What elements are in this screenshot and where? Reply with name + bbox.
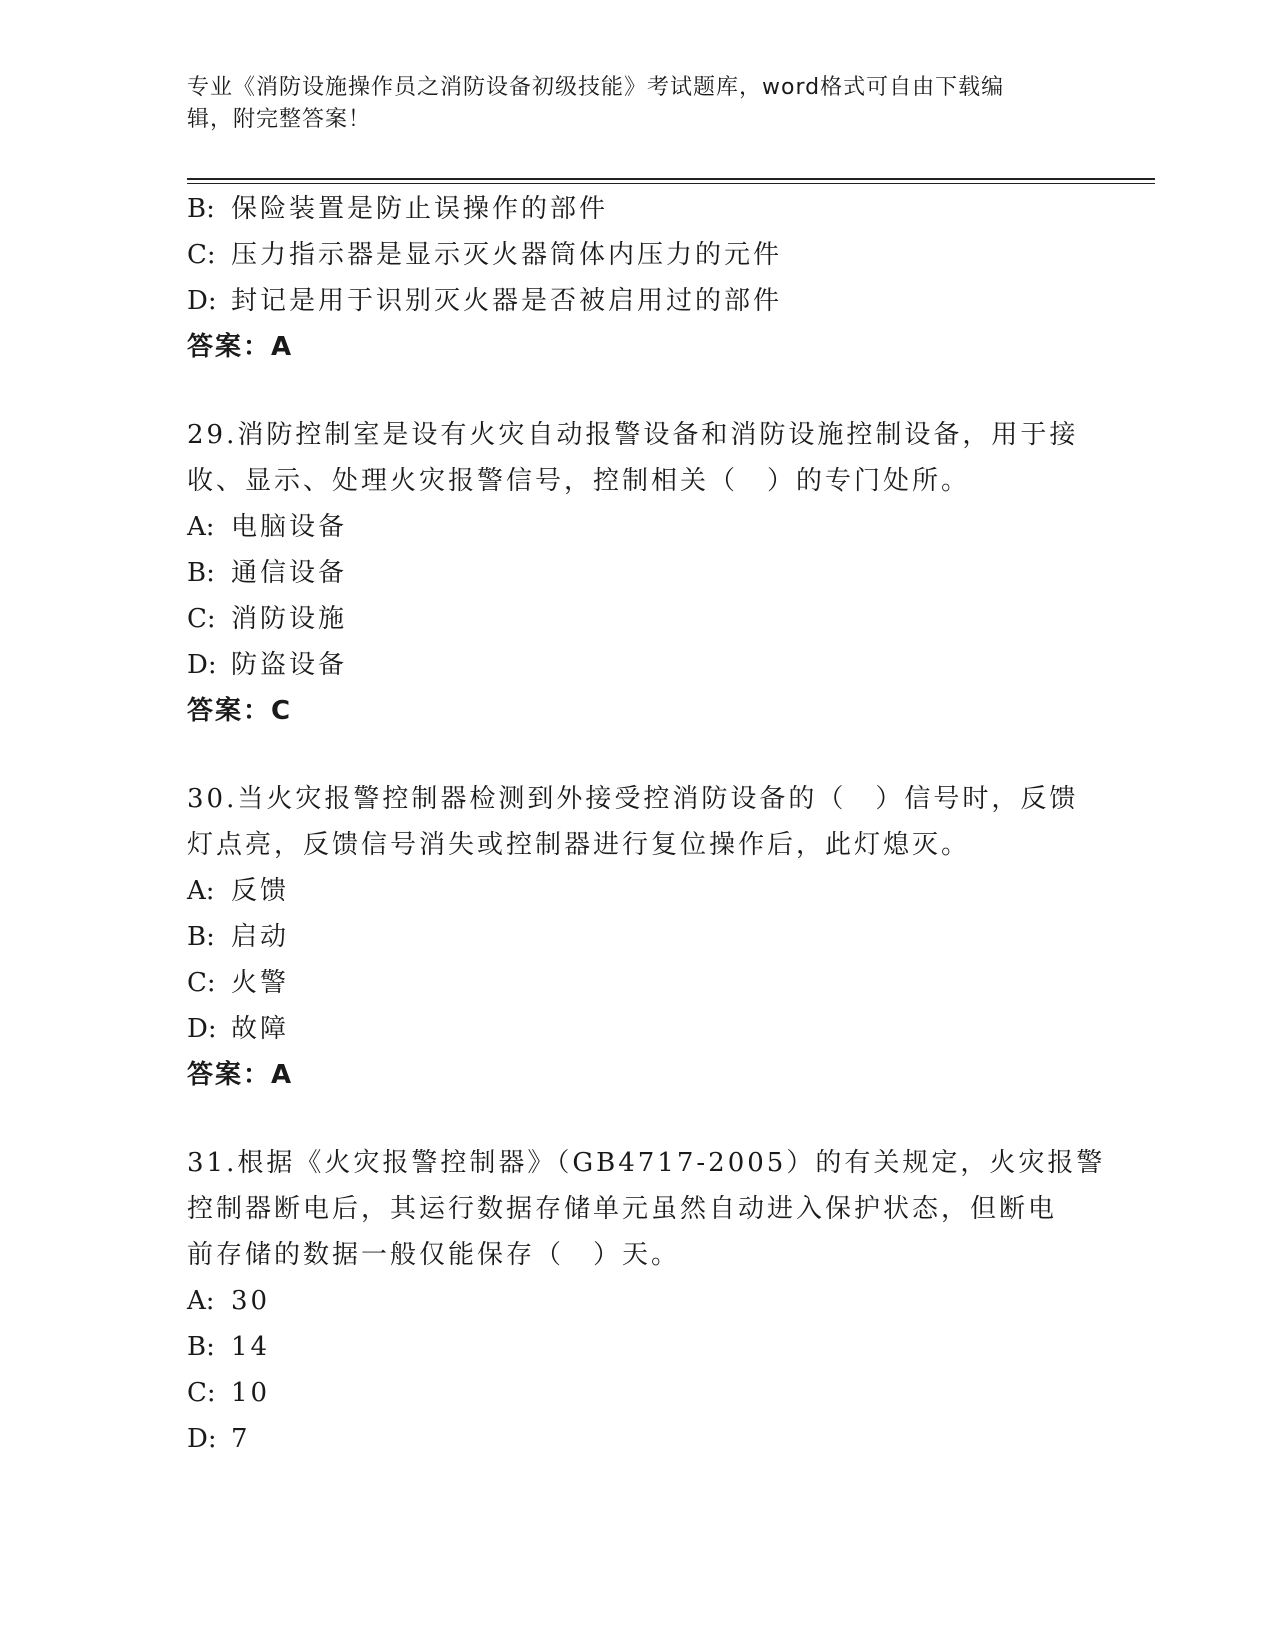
option-text: 30 xyxy=(231,1286,271,1316)
option-letter: D: xyxy=(187,1424,217,1454)
question-28-continued xyxy=(187,186,1087,370)
option-letter: B: xyxy=(187,1332,215,1362)
option-text: 保险装置是防止误操作的部件 xyxy=(231,194,609,224)
option-letter: B: xyxy=(187,558,215,588)
option-d xyxy=(187,642,1087,688)
option-c xyxy=(187,960,1087,1006)
document-header xyxy=(187,72,1087,136)
option-d xyxy=(187,278,1087,324)
question-29 xyxy=(187,412,1087,734)
option-text: 防盗设备 xyxy=(231,650,348,680)
question-text-line: 前存储的数据一般仅能保存（ ）天。 xyxy=(187,1240,681,1270)
option-letter: D: xyxy=(187,650,217,680)
option-text: 7 xyxy=(231,1424,251,1454)
question-31 xyxy=(187,1140,1106,1462)
option-letter: C: xyxy=(187,1378,216,1408)
option-text: 压力指示器是显示灭火器筒体内压力的元件 xyxy=(231,240,783,270)
option-c xyxy=(187,596,1087,642)
option-b xyxy=(187,550,1087,596)
option-b xyxy=(187,1324,1087,1370)
option-text: 启动 xyxy=(231,922,290,952)
option-text: 反馈 xyxy=(231,876,290,906)
header-rule-thick xyxy=(187,178,1155,180)
option-b xyxy=(187,186,1087,232)
option-c xyxy=(187,1370,1087,1416)
answer-line: 答案：A xyxy=(187,332,294,362)
question-text-line: 30.当火灾报警控制器检测到外接受控消防设备的（ ）信号时，反馈 xyxy=(187,784,1079,814)
option-c xyxy=(187,232,1087,278)
option-d xyxy=(187,1416,1087,1462)
option-letter: D: xyxy=(187,286,217,316)
header-line-1: 专业《消防设施操作员之消防设备初级技能》考试题库，word格式可自由下载编 xyxy=(187,75,1005,100)
question-text-line: 29.消防控制室是设有火灾自动报警设备和消防设施控制设备，用于接 xyxy=(187,420,1079,450)
question-30 xyxy=(187,776,1087,1098)
option-letter: C: xyxy=(187,968,216,998)
option-text: 电脑设备 xyxy=(231,512,348,542)
option-text: 故障 xyxy=(231,1014,290,1044)
question-text-line: 灯点亮，反馈信号消失或控制器进行复位操作后，此灯熄灭。 xyxy=(187,830,971,860)
option-letter: D: xyxy=(187,1014,217,1044)
question-text-line: 收、显示、处理火灾报警信号，控制相关（ ）的专门处所。 xyxy=(187,466,971,496)
answer-line: 答案：C xyxy=(187,696,293,726)
option-letter: A: xyxy=(187,876,215,906)
option-b xyxy=(187,914,1087,960)
option-letter: C: xyxy=(187,604,216,634)
question-text-line: 31.根据《火灾报警控制器》（GB4717-2005）的有关规定，火灾报警 xyxy=(187,1148,1106,1178)
option-a xyxy=(187,1278,1087,1324)
header-rule-thin xyxy=(187,183,1155,184)
option-text: 封记是用于识别灭火器是否被启用过的部件 xyxy=(231,286,783,316)
option-letter: B: xyxy=(187,194,215,224)
option-letter: A: xyxy=(187,1286,215,1316)
option-letter: C: xyxy=(187,240,216,270)
option-a xyxy=(187,504,1087,550)
option-text: 火警 xyxy=(231,968,290,998)
option-text: 10 xyxy=(231,1378,271,1408)
option-letter: A: xyxy=(187,512,215,542)
option-text: 消防设施 xyxy=(231,604,348,634)
option-text: 通信设备 xyxy=(231,558,348,588)
option-a xyxy=(187,868,1087,914)
option-letter: B: xyxy=(187,922,215,952)
answer-line: 答案：A xyxy=(187,1060,294,1090)
option-text: 14 xyxy=(231,1332,271,1362)
option-d xyxy=(187,1006,1087,1052)
question-text-line: 控制器断电后，其运行数据存储单元虽然自动进入保护状态，但断电 xyxy=(187,1194,1058,1224)
header-line-2: 辑，附完整答案！ xyxy=(187,107,372,132)
question-content xyxy=(187,186,1106,1462)
